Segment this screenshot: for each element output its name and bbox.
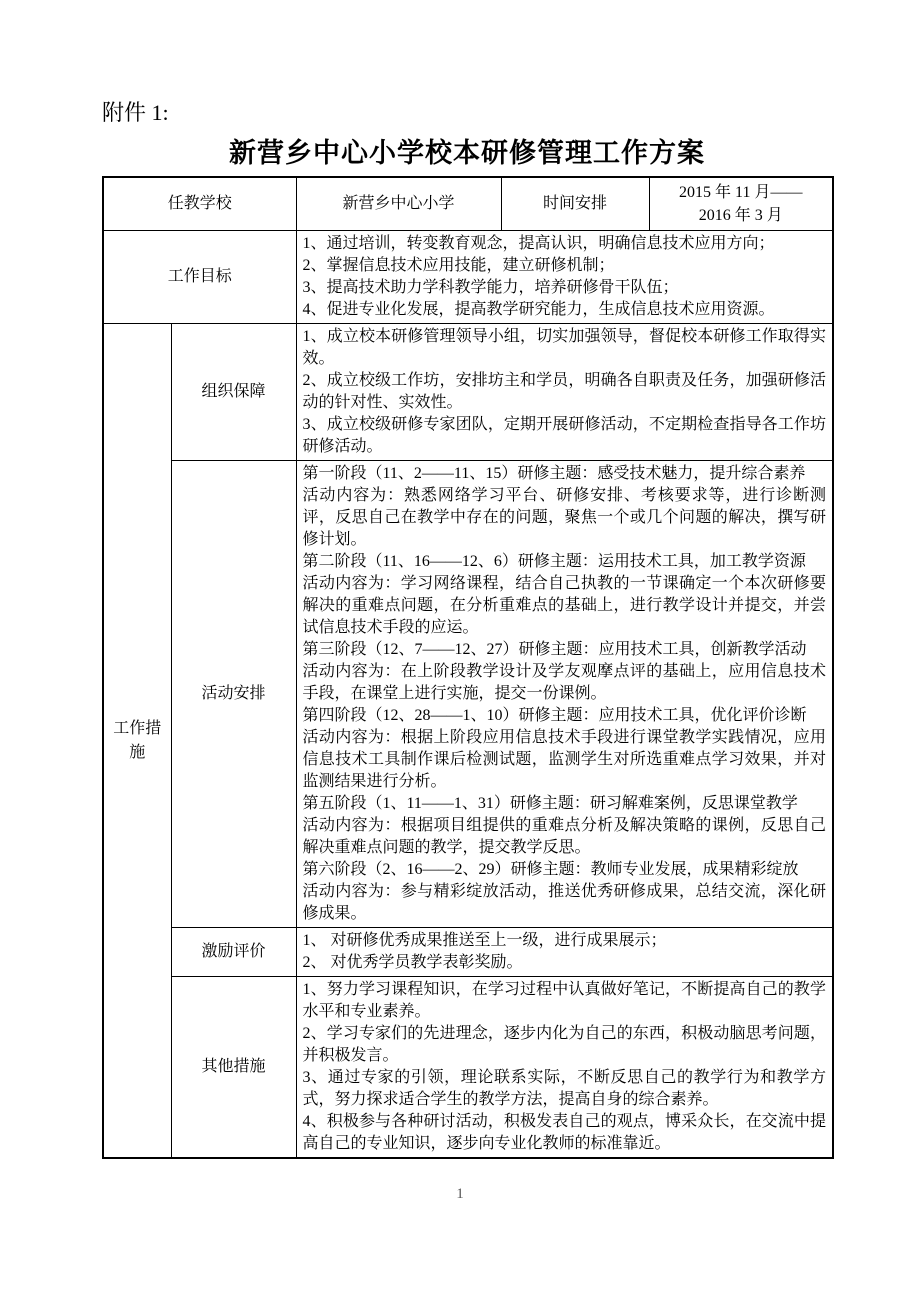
page-number: 1	[456, 1186, 464, 1202]
table-row-incentive	[103, 928, 833, 977]
organization-content-cell: 1、成立校本研修管理领导小组，切实加强领导，督促校本研修工作取得实效。 2、成立校级工作坊，安排坊主和学员，明确各自职责及任务，加强研修活动的针对性、实效性。 3、成立校级研修专家团队，定期开展研修活动，不定期检查指导各工作坊研修活动。	[296, 324, 833, 461]
school-value-cell: 新营乡中心小学	[296, 177, 501, 231]
goals-content-cell: 1、通过培训，转变教育观念，提高认识，明确信息技术应用方向； 2、掌握信息技术应用技能，建立研修机制； 3、提高技术助力学科教学能力，培养研修骨干队伍； 4、促进专业化发展，提高教学研究能力，生成信息技术应用资源。	[296, 231, 833, 324]
activities-label-cell: 活动安排	[171, 461, 296, 928]
measures-label-cell: 工作措施	[103, 324, 171, 1159]
schedule-value-cell: 2015 年 11 月—— 2016 年 3 月	[649, 177, 833, 231]
table-row-activities	[103, 461, 833, 928]
page-title: 新营乡中心小学校本研修管理工作方案	[229, 138, 705, 168]
activities-content-cell: 第一阶段（11、2——11、15）研修主题：感受技术魅力，提升综合素养 活动内容为：熟悉网络学习平台、研修安排、考核要求等，进行诊断测评，反思自己在教学中存在的问题，聚焦一个或几个问题的解决，撰写研修计划。 第二阶段（11、16——12、6）研修主题：运用技术工具，加工教学资源 活动内容为：学习网络课程，结合自己执教的一节课确定一个本次研修要解决的重难点问题，在分析重难点的基础上，进行教学设计并提交，并尝试信息技术手段的应运。 第三阶段（12、7——12、27）研修主题：应用技术工具，创新教学活动 活动内容为：在上阶段教学设计及学友观摩点评的基础上，应用信息技术手段，在课堂上进行实施，提交一份课例。 第四阶段（12、28——1、10）研修主题：应用技术工具，优化评价诊断 活动内容为：根据上阶段应用信息技术手段进行课堂教学实践情况，应用信息技术工具制作课后检测试题，监测学生对所选重难点学习效果，并对监测结果进行分析。 第五阶段（1、11——1、31）研修主题：研习解难案例，反思课堂教学 活动内容为：根据项目组提供的重难点分析及解决策略的课例，反思自己解决重难点问题的教学，提交教学反思。 第六阶段（2、16——2、29）研修主题：教师专业发展，成果精彩绽放 活动内容为：参与精彩绽放活动，推送优秀研修成果，总结交流，深化研修成果。	[296, 461, 833, 928]
incentive-content-cell: 1、 对研修优秀成果推送至上一级，进行成果展示； 2、 对优秀学员教学表彰奖励。	[296, 928, 833, 977]
document-page	[102, 0, 832, 1159]
table-row-goals	[103, 231, 833, 324]
organization-label-cell: 组织保障	[171, 324, 296, 461]
goals-label-cell: 工作目标	[103, 231, 296, 324]
table-row-header	[103, 177, 833, 231]
other-label-cell: 其他措施	[171, 977, 296, 1159]
incentive-label-cell: 激励评价	[171, 928, 296, 977]
other-content-cell: 1、努力学习课程知识，在学习过程中认真做好笔记，不断提高自己的教学水平和专业素养。 2、学习专家们的先进理念，逐步内化为自己的东西，积极动脑思考问题，并积极发言。 3、通过专家的引领，理论联系实际，不断反思自己的教学行为和教学方式，努力探求适合学生的教学方法，提高自身的综合素养。 4、积极参与各种研讨活动，积极发表自己的观点，博采众长，在交流中提高自己的专业知识，逐步向专业化教师的标准靠近。	[296, 977, 833, 1159]
schedule-label-cell: 时间安排	[501, 177, 649, 231]
plan-table	[102, 176, 834, 1159]
table-row-organization	[103, 324, 833, 461]
attachment-label: 附件 1:	[102, 100, 169, 125]
table-row-other	[103, 977, 833, 1159]
school-label-cell: 任教学校	[103, 177, 296, 231]
